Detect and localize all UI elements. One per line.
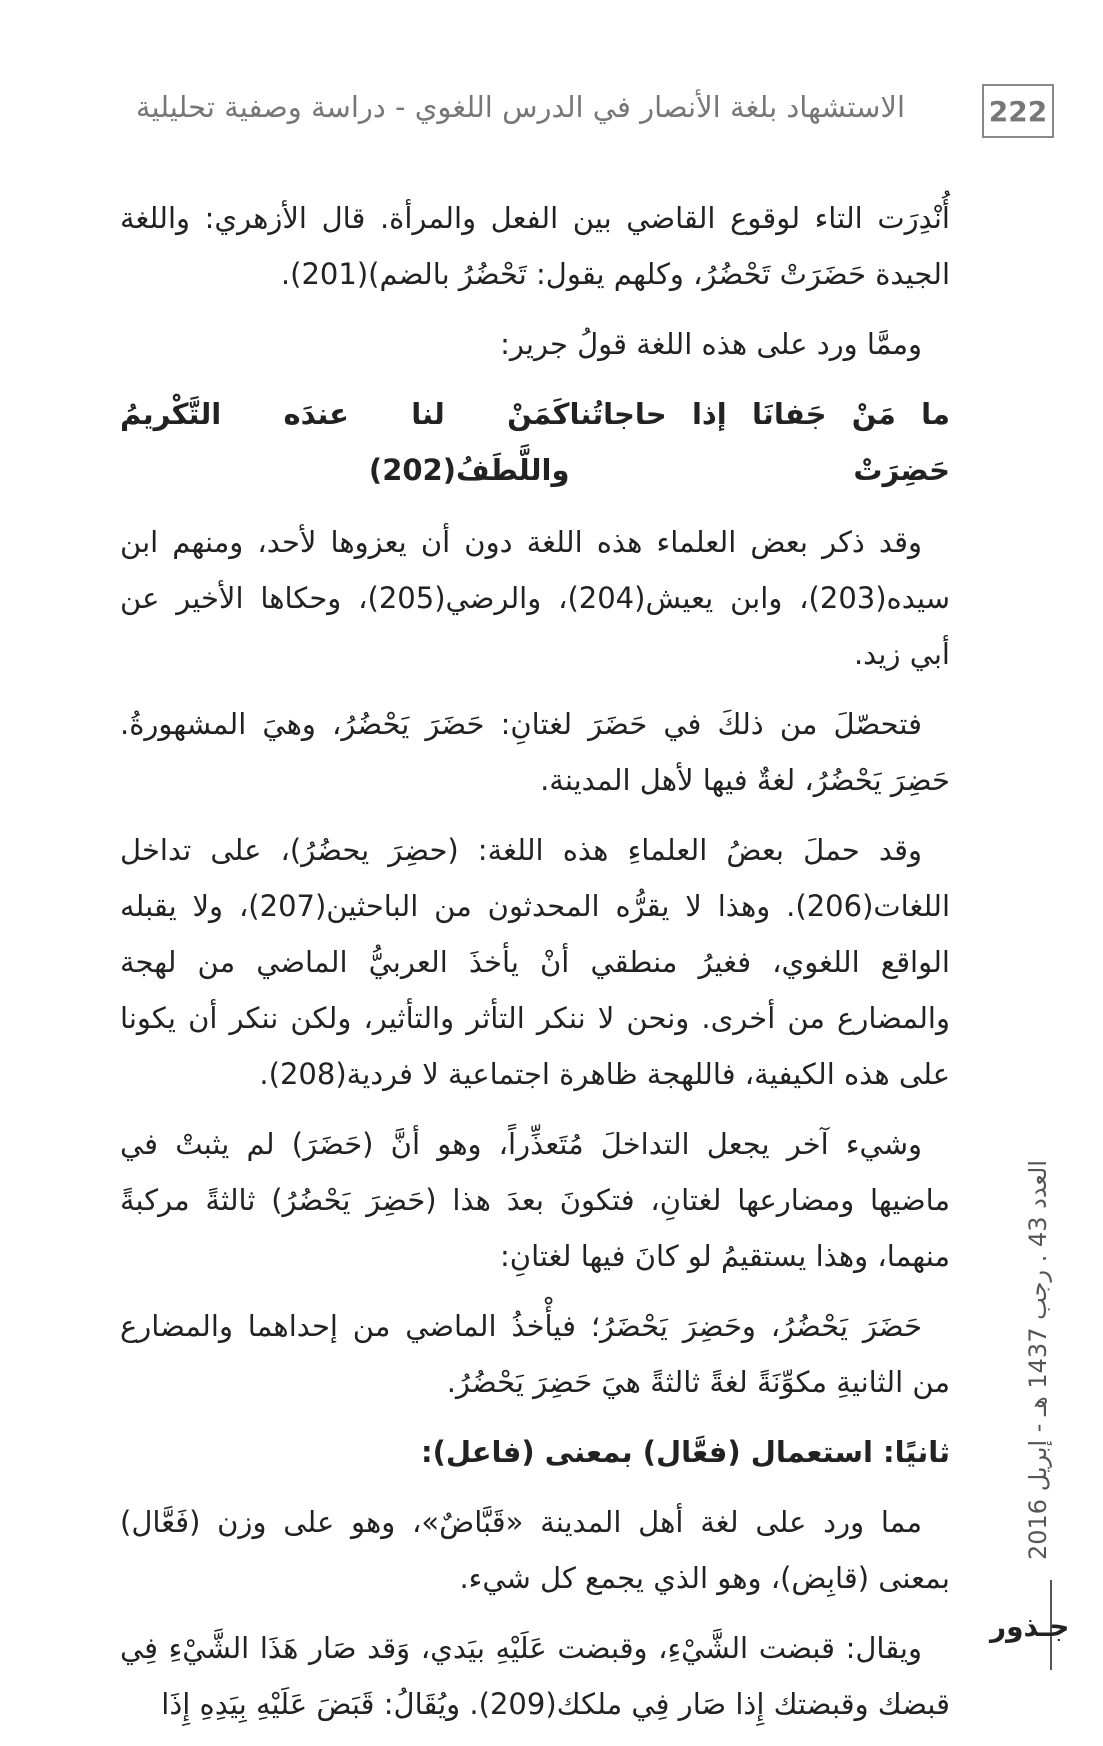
paragraph: وقد ذكر بعض العلماء هذه اللغة دون أن يعزوها لأحد، ومنهم ابن سيده(203)، وابن يعيش(204)، والرضي(205)، وحكاها الأخير عن أبي زيد. — [120, 525, 951, 671]
poetry-verse — [120, 386, 950, 498]
running-header: الاستشهاد بلغة الأنصار في الدرس اللغوي - دراسة وصفية تحليلية — [135, 90, 905, 124]
section-heading: ثانيًا: استعمال (فعَّال) بمعنى (فاعل): — [420, 1435, 950, 1469]
paragraph: وشيء آخر يجعل التداخلَ مُتَعذِّراً، وهو أنَّ (حَضَرَ) لم يثبتْ في ماضيها ومضارعها لغتانِ، فتكونَ بعدَ هذا (حَضِرَ يَحْضُرُ) ثالثةً مركبةً منهما، وهذا يستقيمُ لو كانَ فيها لغتانِ: — [120, 1127, 950, 1273]
verse-first-hemistich: ما مَنْ جَفانَا إذا حاجاتُنا حَضِرَتْ — [569, 397, 950, 487]
journal-logo: جـذور — [990, 1610, 1070, 1643]
side-issue-info — [1015, 1150, 1061, 1570]
paragraph: فتحصّلَ من ذلكَ في حَضَرَ لغتانِ: حَضَرَ يَحْضُرُ، وهيَ المشهورةُ. حَضِرَ يَحْضُرُ، لغةٌ فيها لأهل المدينة. — [120, 707, 950, 797]
paragraph: وممَّا ورد على هذه اللغة قولُ جرير: — [500, 327, 922, 361]
paragraph: ويقال: قبضت الشَّيْءِ، وقبضت عَلَيْهِ بيَدي، وَقد صَار هَذَا الشَّيْءِ فِي قبضك وقبضتك إِذا صَار فِي ملكك(209). ويُقَالُ: قَبَضَ عَلَيْهِ بِيَدِهِ إِذَا — [120, 1631, 950, 1721]
verse-second-hemistich: كَمَنْ لنا عندَه التَّكْريمُ واللَّطَفُ(202) — [120, 397, 570, 487]
issue-info-text: العدد 43 . رجب 1437 هـ - إبريل 2016 — [1024, 1159, 1052, 1561]
body-text — [120, 190, 950, 1746]
paragraph: أُنْدِرَت التاء لوقوع القاضي بين الفعل والمرأة. قال الأزهري: واللغة الجيدة حَضَرَتْ تَحْضُرُ، وكلهم يقول: تَحْضُرُ بالضم)(201). — [120, 201, 950, 291]
paragraph: وقد حملَ بعضُ العلماءِ هذه اللغة: (حضِرَ يحضُرُ)، على تداخل اللغات(206). وهذا لا يقرُّه المحدثون من الباحثين(207)، ولا يقبله الواقع اللغوي، فغيرُ منطقي أنْ يأخذَ العربيُّ الماضي من لهجة والمضارع من أخرى. ونحن لا ننكر التأثر والتأثير، ولكن ننكر أن يكونا على هذه الكيفية، فاللهجة ظاهرة اجتماعية لا فردية(208). — [120, 833, 950, 1091]
paragraph: حَضَرَ يَحْضُرُ، وحَضِرَ يَحْضَرُ؛ فيأْخذُ الماضي من إحداهما والمضارع من الثانيةِ مكوِّنَةً لغةً ثالثةً هيَ حَضِرَ يَحْضُرُ. — [120, 1309, 950, 1399]
page-number: 222 — [982, 84, 1054, 138]
paragraph: مما ورد على لغة أهل المدينة «قَبَّاضٌ»، وهو على وزن (فَعَّال) بمعنى (قابِض)، وهو الذي يجمع كل شيء. — [120, 1505, 950, 1595]
